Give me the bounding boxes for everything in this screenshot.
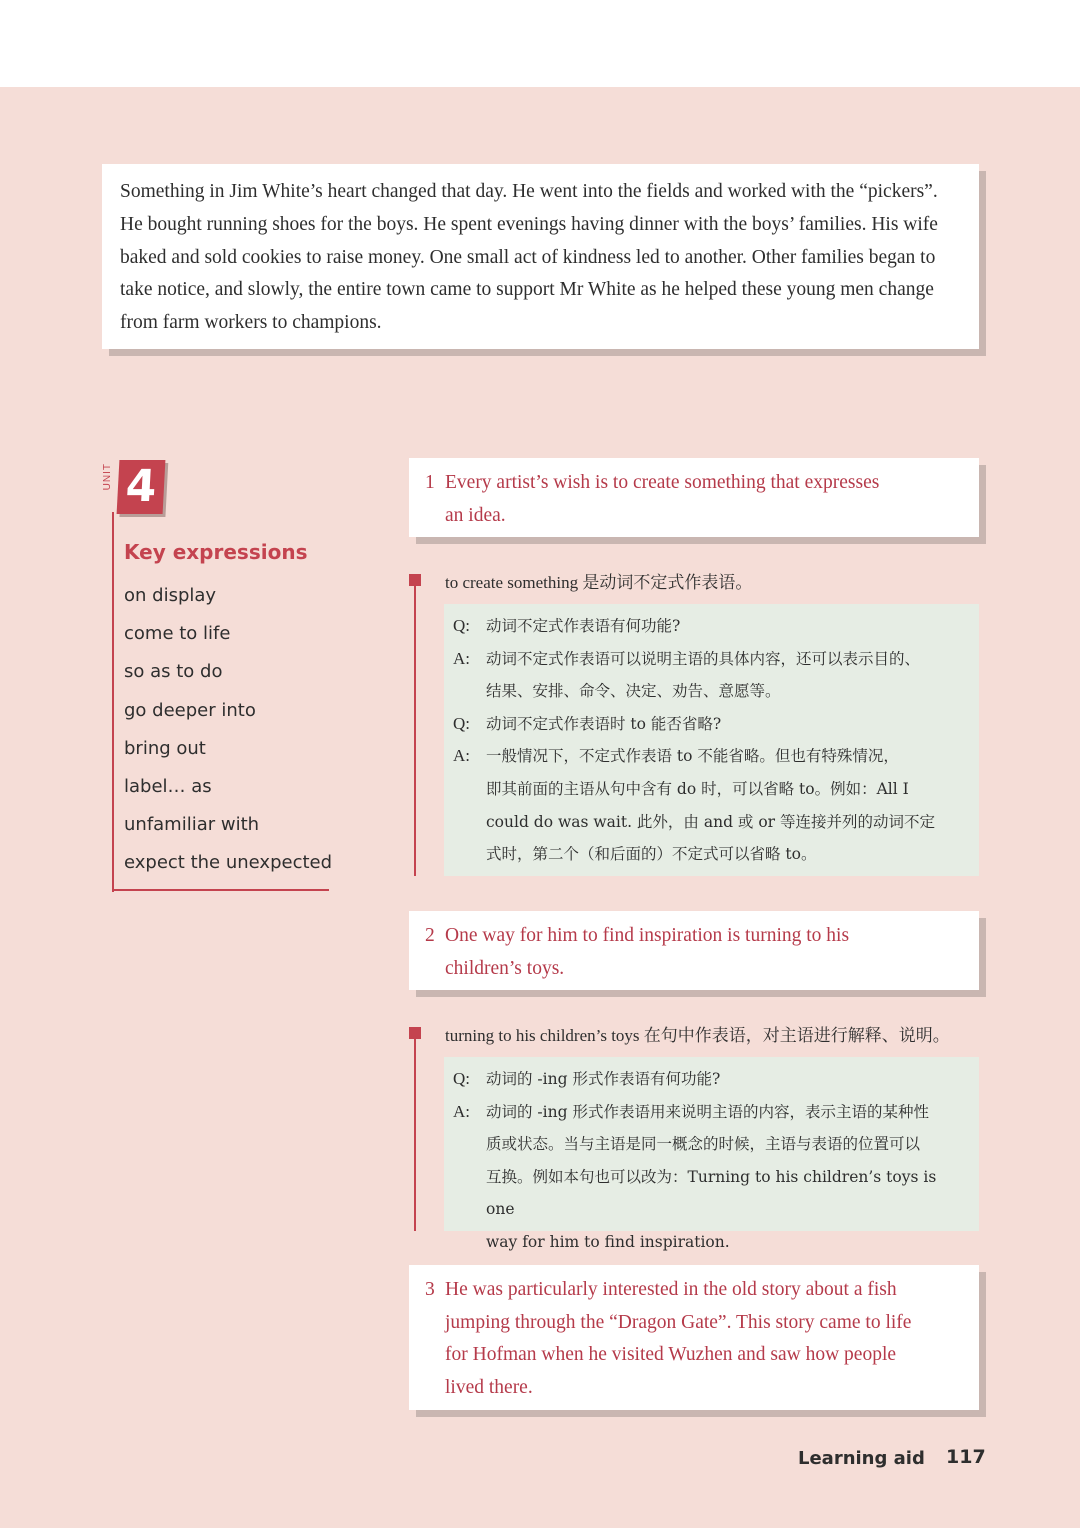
intro-passage-card	[102, 164, 979, 349]
sentence-text: Every artist’s wish is to create something that expresses an idea.	[445, 472, 880, 526]
sentence-card-1	[409, 458, 979, 537]
key-expression-item: go deeper into	[124, 699, 256, 721]
key-expression-item: bring out	[124, 737, 206, 759]
note-marker-icon	[409, 574, 421, 586]
sentence-text: One way for him to find inspiration is turning to his children’s toys.	[445, 925, 850, 979]
key-expression-item: unfamiliar with	[124, 814, 260, 836]
key-expression-item: so as to do	[124, 661, 223, 683]
sentence-number: 2	[425, 925, 435, 946]
intro-passage-text: Something in Jim White’s heart changed that day. He went into the fields and worked with the “pickers”. He bought running shoes for the boys. He spent evenings having dinner with the boys’ families. His wife baked and sold cookies to raise money. One small act of kindness led to another. Other families began to take notice, and slowly, the entire town came to support Mr White as he helped these young men change from farm workers to champions.	[120, 181, 938, 334]
note-marker-icon	[409, 1027, 421, 1039]
key-expressions-rule-left	[112, 512, 114, 892]
unit-label: UNIT	[102, 463, 114, 491]
qa-item: Q: 动词不定式作表语有何功能?	[453, 616, 681, 635]
sentence-text: He was particularly interested in the old story about a fish jumping through the “Dragon Gate”. This story came to life for Hofman when he visited Wuzhen and saw how people lived there.	[445, 1279, 912, 1398]
qa-box-1	[444, 604, 979, 876]
key-expression-item: label… as	[124, 775, 212, 797]
qa-item: Q: 动词不定式作表语时 to 能否省略?	[453, 713, 722, 733]
sentence-card-2	[409, 911, 979, 990]
page-number: 117	[946, 1446, 986, 1468]
grammar-note-2: turning to his children’s toys 在句中作表语，对主语进行解释、说明。	[445, 1026, 950, 1045]
key-expressions-list	[124, 584, 332, 890]
footer-section-label: Learning aid	[798, 1448, 925, 1469]
sentence-number: 1	[425, 472, 435, 493]
key-expressions-title: Key expressions	[124, 540, 308, 564]
key-expression-item: expect the unexpected	[124, 852, 333, 874]
qa-item: A: 动词不定式作表语可以说明主语的具体内容，还可以表示目的、 结果、安排、命令、决定、劝告、意愿等。	[453, 648, 921, 701]
note-rule	[414, 586, 416, 876]
sentence-number: 3	[425, 1279, 435, 1300]
key-expression-item: come to life	[124, 623, 231, 645]
qa-box-2	[444, 1057, 979, 1251]
unit-number-badge: 4	[117, 460, 166, 514]
qa-item: A: 动词的 -ing 形式作表语用来说明主语的内容，表示主语的某种性 质或状态。当与主语是同一概念的时候，主语与表语的位置可以 互换。例如本句也可以改为：Turning to his children’s toys is one way for him to find inspiration.	[453, 1101, 937, 1251]
qa-item: Q: 动词的 -ing 形式作表语有何功能?	[453, 1069, 721, 1088]
note-rule	[414, 1039, 416, 1231]
qa-item: A: 一般情况下，不定式作表语 to 不能省略。但也有特殊情况， 即其前面的主语从句中含有 do 时，可以省略 to。例如：All I could do was wait. 此外，由 and 或 or 等连接并列的动词不定 式时，第二个（和后面的）不定式可以省略 to。	[453, 746, 936, 864]
key-expression-item: on display	[124, 585, 217, 606]
grammar-note-1: to create something 是动词不定式作表语。	[445, 573, 753, 592]
sentence-card-3	[409, 1265, 979, 1410]
